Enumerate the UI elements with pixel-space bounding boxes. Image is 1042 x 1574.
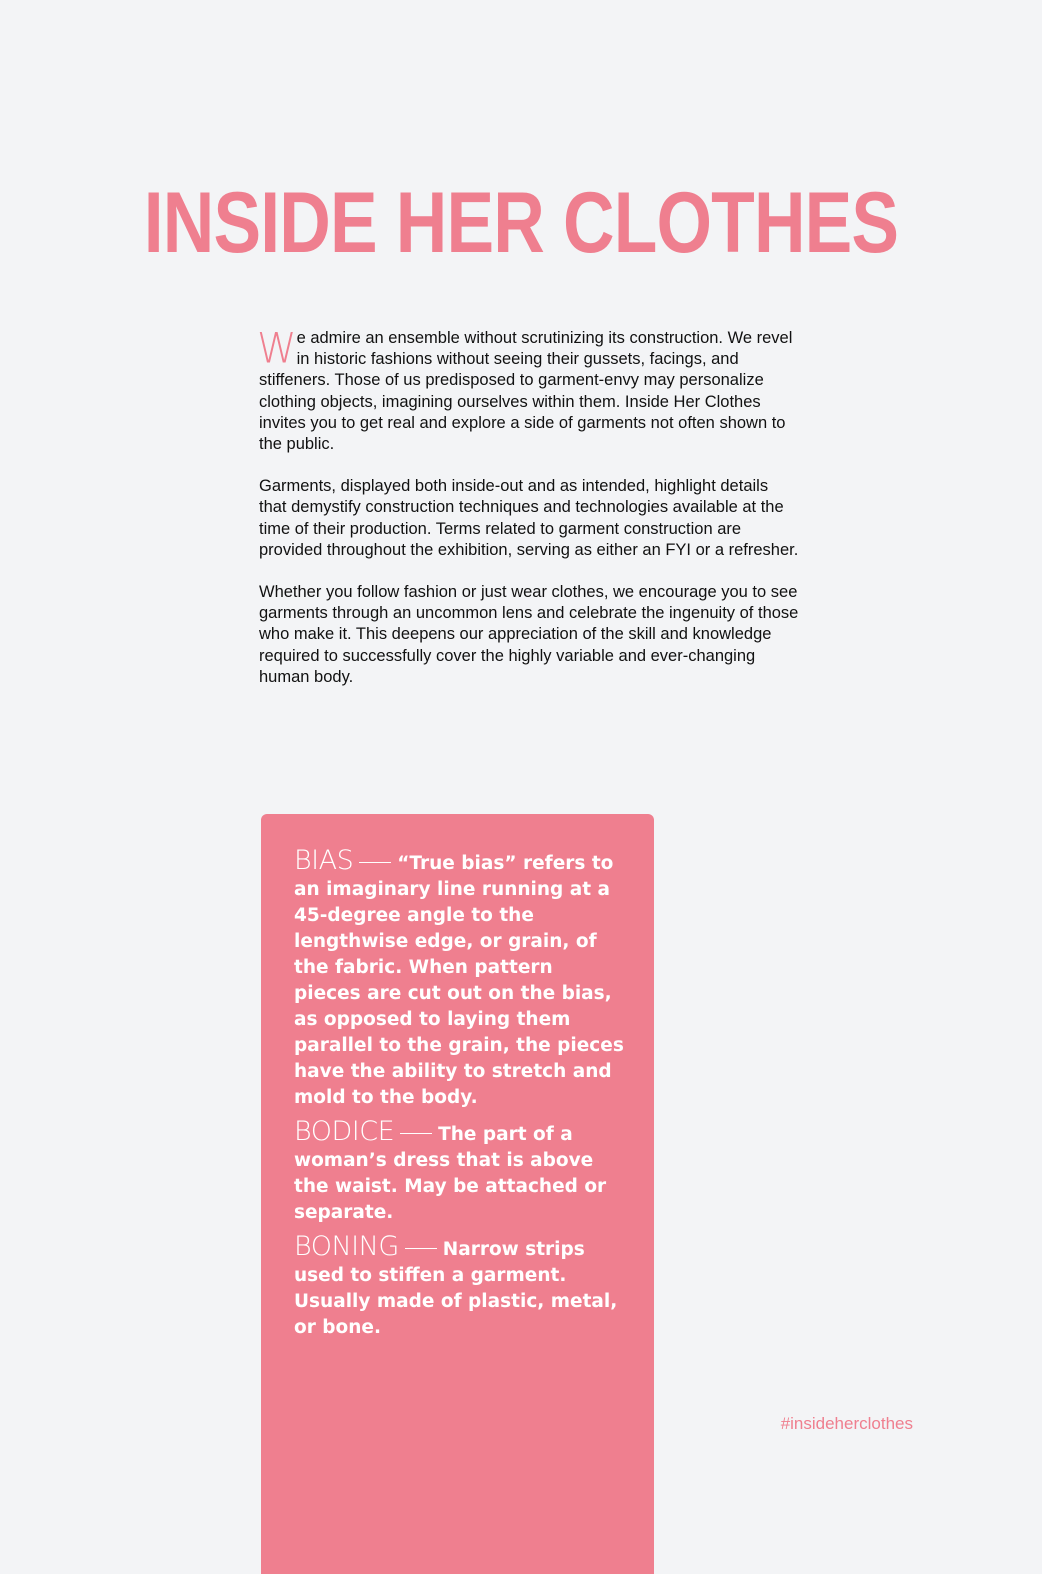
glossary-list bbox=[294, 845, 624, 1349]
intro-paragraph: Garments, displayed both inside-out and as intended, highlight details that demystify construction techniques and technologies available at the time of their production. Terms related to garment construction are provided throughout the exhibition, serving as either an FYI or a refresher. bbox=[259, 477, 799, 559]
glossary-entry bbox=[294, 1231, 624, 1341]
glossary-term: BIAS bbox=[294, 845, 354, 876]
glossary-entry bbox=[294, 1116, 624, 1226]
em-dash bbox=[400, 1133, 432, 1134]
intro-paragraph bbox=[257, 324, 799, 455]
glossary-term: BONING bbox=[294, 1231, 399, 1262]
glossary-definition: Narrow strips used to stiffen a garment. Usually made of plastic, metal, or bone. bbox=[294, 1239, 618, 1338]
glossary-definition: “True bias” refers to an imaginary line running at a 45-degree angle to the lengthwise edge, or grain, of the fabric. When pattern pieces are cut out on the bias, as opposed to laying them parallel to the grain, the pieces have the ability to stretch and mold to the body. bbox=[294, 853, 624, 1108]
glossary-definition: The part of a woman’s dress that is above the waist. May be attached or separate. bbox=[294, 1124, 607, 1223]
intro-paragraph-text: e admire an ensemble without scrutinizing its construction. We revel in historic fashions without seeing their gussets, facings, and stiffeners. Those of us predisposed to garment-envy may personalize clothing objects, imagining ourselves within them. Inside Her Clothes invites you to get real and explore a side of garments not often shown to the public. bbox=[259, 329, 793, 454]
glossary-entry bbox=[294, 845, 624, 1111]
dropcap: W bbox=[257, 324, 293, 374]
intro-text bbox=[257, 324, 799, 709]
em-dash bbox=[359, 862, 391, 863]
hashtag: #insideherclothes bbox=[780, 1414, 913, 1433]
em-dash bbox=[405, 1248, 437, 1249]
intro-paragraph: Whether you follow fashion or just wear clothes, we encourage you to see garments through an uncommon lens and celebrate the ingenuity of those who make it. This deepens our appreciation of the skill and knowledge required to successfully cover the highly variable and ever-changing human body. bbox=[259, 583, 799, 686]
glossary-panel bbox=[261, 814, 654, 1574]
page-title: INSIDE HER CLOTHES bbox=[143, 175, 899, 271]
glossary-term: BODICE bbox=[294, 1116, 395, 1147]
